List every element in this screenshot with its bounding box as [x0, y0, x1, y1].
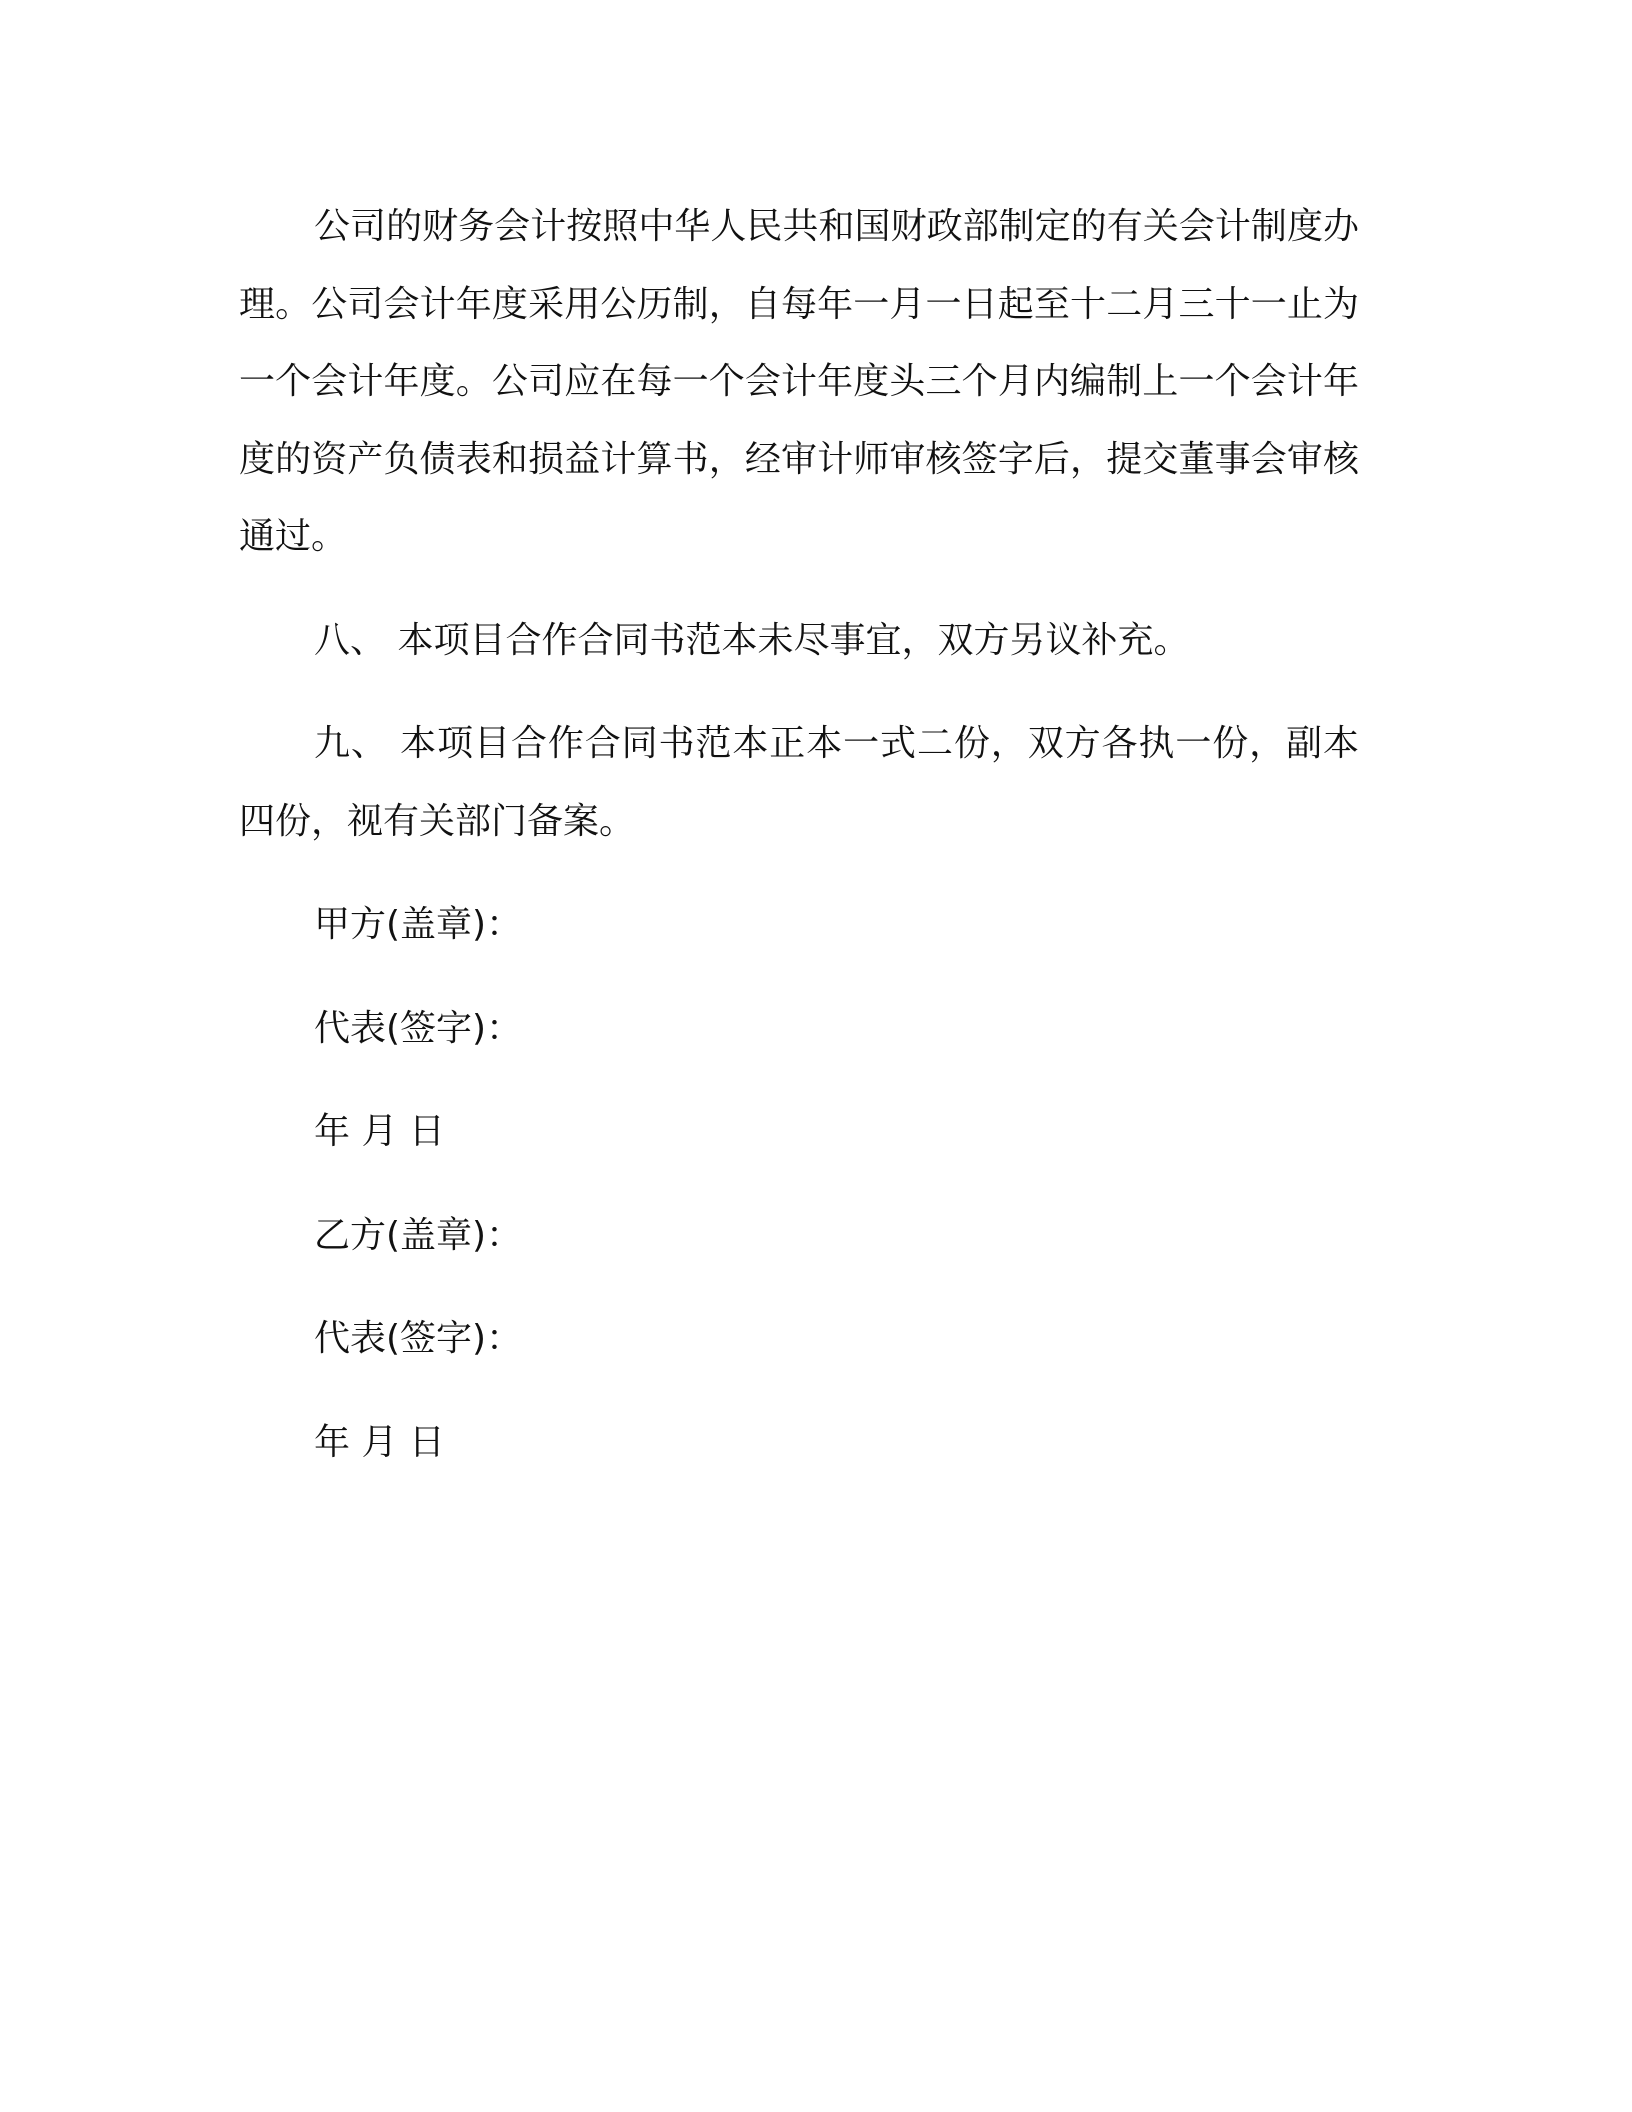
party-b-date-label: 年 月 日 — [314, 1421, 445, 1463]
party-b-representative-label: 代表(签字)： — [314, 1318, 523, 1359]
paragraph-accounting: 公司的财务会计按照中华人民共和国财政部制定的有关会计制度办理。公司会计年度采用公历制，自每年一月一日起至十二月三十一止为一个会计年度。公司应在每一个会计年度头三个月内编制上一个会计年度的资产负债表和损益计算书，经审计师审核签字后，提交董事会审核通过。 — [239, 206, 1359, 557]
paragraph-clause-9: 九、 本项目合作合同书范本正本一式二份，双方各执一份，副本四份，视有关部门备案。 — [239, 723, 1359, 842]
document-body — [239, 188, 1359, 1481]
party-a-representative-label: 代表(签字)： — [314, 1007, 523, 1049]
paragraph-clause-8: 八、 本项目合作合同书范本未尽事宜，双方另议补充。 — [314, 619, 1190, 661]
party-b-seal-label: 乙方(盖章)： — [314, 1214, 523, 1256]
party-a-seal-label: 甲方(盖章)： — [314, 904, 523, 945]
party-a-date-label: 年 月 日 — [314, 1111, 445, 1152]
